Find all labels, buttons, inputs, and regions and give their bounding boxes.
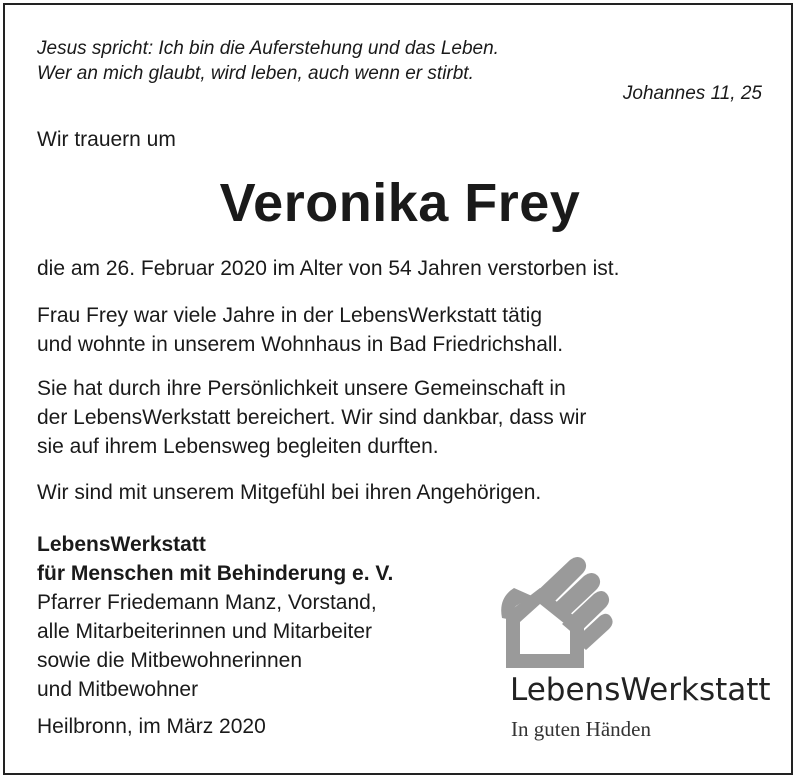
logo-wordmark: LebensWerkstatt [510, 672, 771, 708]
paragraph-4 [37, 478, 541, 507]
deceased-name: Veronika Frey [219, 173, 581, 233]
paragraph-line: und wohnte in unserem Wohnhaus in Bad Friedrichshall. [37, 333, 564, 356]
hand-house-icon [492, 548, 618, 674]
quote-line-1: Jesus spricht: Ich bin die Auferstehung und das Leben. [37, 38, 499, 59]
paragraph-line: der LebensWerkstatt bereichert. Wir sind dankbar, dass wir [37, 406, 587, 429]
quote-reference: Johannes 11, 25 [622, 83, 762, 104]
paragraph-line: Frau Frey war viele Jahre in der LebensWerkstatt tätig [37, 304, 542, 327]
signature-line: sowie die Mitbewohnerinnen [37, 649, 302, 672]
signature-block [37, 530, 393, 704]
paragraph-line: Sie hat durch ihre Persönlichkeit unsere Gemeinschaft in [37, 377, 566, 400]
logo-tagline: In guten Händen [511, 717, 651, 741]
signature-line: und Mitbewohner [37, 678, 199, 701]
org-name: LebensWerkstatt [37, 533, 206, 556]
paragraph-line: sie auf ihrem Lebensweg begleiten durften. [37, 435, 439, 458]
place-date: Heilbronn, im März 2020 [37, 715, 266, 738]
quote-line-2: Wer an mich glaubt, wird leben, auch wenn er stirbt. [37, 63, 474, 84]
paragraph-1 [37, 254, 619, 283]
signature-line: alle Mitarbeiterinnen und Mitarbeiter [37, 620, 373, 643]
org-subtitle: für Menschen mit Behinderung e. V. [37, 562, 394, 585]
paragraph-2 [37, 301, 563, 359]
paragraph-3 [37, 374, 586, 461]
intro-text: Wir trauern um [37, 128, 176, 151]
paragraph-line: die am 26. Februar 2020 im Alter von 54 Jahren verstorben ist. [37, 257, 620, 280]
signature-line: Pfarrer Friedemann Manz, Vorstand, [37, 591, 377, 614]
paragraph-line: Wir sind mit unserem Mitgefühl bei ihren Angehörigen. [37, 481, 542, 504]
bible-quote [37, 36, 499, 86]
